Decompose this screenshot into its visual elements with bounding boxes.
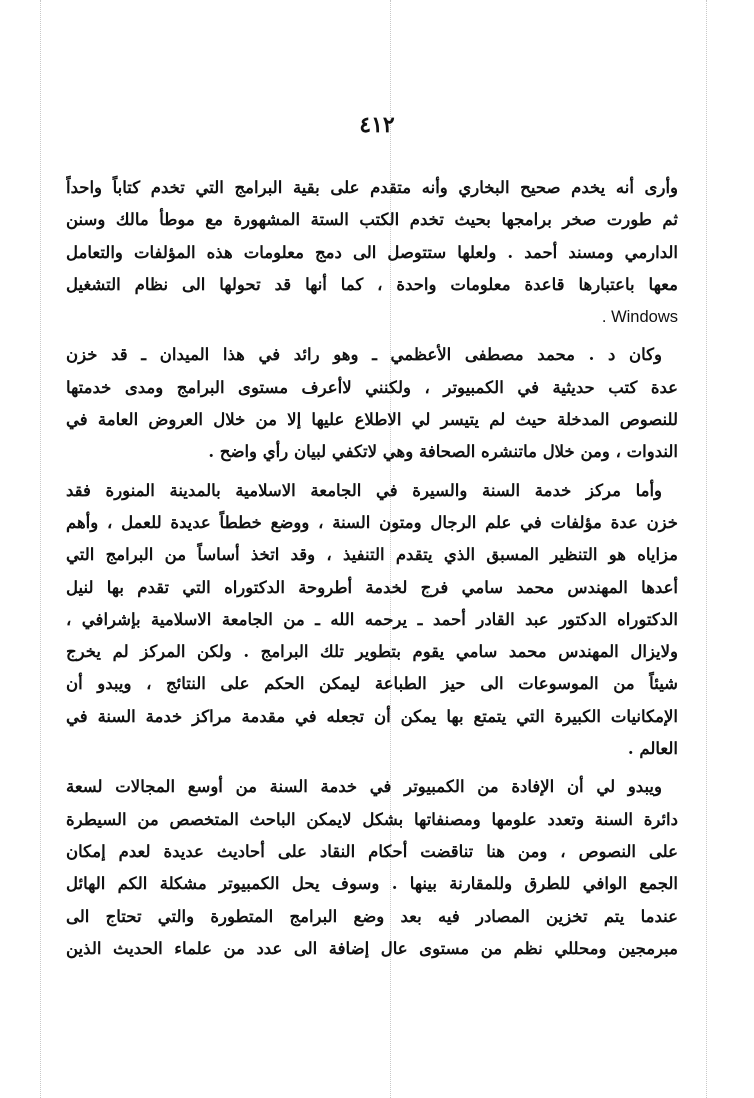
windows-prefix: . [601, 308, 612, 327]
text-line: مزاياه هو التنظير المسبق الذي يتقدم التنفيذ ، وقد اتخذ أساساً من البرامج التي [66, 545, 678, 565]
text-line: أعدها المهندس محمد سامي فرج لخدمة أطروحة الدكتوراه التي تقدم بها لنيل [66, 577, 678, 597]
text-line: وكان د . محمد مصطفى الأعظمي ـ وهو رائد في هذا الميدان ـ قد خزن [66, 345, 662, 365]
text-line: عندما يتم تخزين المصادر فيه بعد وضع البرامج المتطورة والتي تحتاج الى [66, 906, 678, 926]
text-line: دائرة السنة وتعدد علومها ومصنفاتها بشكل لايمكن الباحث المتخصص من السيطرة [66, 809, 678, 829]
text-line [66, 301, 678, 333]
text-line: الإمكانيات الكبيرة التي يتمتع بها يمكن أن تجعله في مقدمة مراكز خدمة السنة في [66, 706, 678, 726]
text-line: الدكتوراه الدكتور عبد القادر أحمد ـ يرحمه الله ـ من الجامعة الاسلامية بإشرافي ، [66, 609, 678, 629]
windows-label: Windows [611, 308, 678, 327]
text-line: وأما مركز خدمة السنة والسيرة في الجامعة الاسلامية بالمدينة المنورة فقد [66, 480, 662, 500]
text-line: العالم . [627, 739, 678, 759]
paragraph-computer-benefit [66, 771, 678, 965]
paragraph-sunnah-center [66, 475, 678, 766]
text-line: معها باعتبارها قاعدة معلومات واحدة ، كما أنها قد تحولها الى نظام التشغيل [66, 274, 678, 294]
text-line: عدة كتب حديثية في الكمبيوتر ، ولكنني لاأعرف مستوى البرامج ومدى خدمتها [66, 377, 678, 397]
text-line: الدارمي ومسند أحمد . ولعلها ستتوصل الى دمج معلومات هذه المؤلفات والتعامل [66, 242, 678, 262]
text-line: الجمع الوافي للطرق وللمقارنة بينها . وسوف يحل الكمبيوتر مشكلة الكم الهائل [66, 874, 678, 894]
text-line: على النصوص ، ومن هنا تناقضت أحكام النقاد على أحاديث عديدة لعدم إمكان [66, 841, 678, 861]
windows-word [602, 308, 678, 326]
body-text [66, 172, 678, 971]
text-line: خزن عدة مؤلفات في علم الرجال ومتون السنة ، ووضع خططاً عديدة للعمل ، وأهم [66, 512, 678, 532]
paragraph-sakhr [66, 172, 678, 333]
text-line: ثم طورت صخر برامجها بحيث تخدم الكتب الستة المشهورة مع موطأ مالك وسنن [66, 210, 678, 230]
text-line: وأرى أنه يخدم صحيح البخاري وأنه متقدم على بقية البرامج التي تخدم كتاباً واحداً [66, 178, 678, 197]
page-number: ٤١٢ [359, 112, 395, 138]
text-line: الندوات ، ومن خلال ماتنشره الصحافة وهي لاتكفي لبيان رأي واضح . [208, 442, 678, 462]
text-line: ولايزال المهندس محمد سامي يقوم بتطوير تلك البرامج . ولكن المركز لم يخرج [66, 642, 678, 662]
text-line: للنصوص المدخلة حيث لم يتيسر لي الاطلاع عليها إلا من خلال العروض العامة في [66, 410, 678, 430]
text-line: ويبدو لي أن الإفادة من الكمبيوتر في خدمة السنة من أوسع المجالات لسعة [66, 777, 662, 797]
paragraph-azami [66, 339, 678, 468]
text-line: مبرمجين ومحللي نظم من مستوى عال إضافة الى عدد من علماء الحديث الذين [66, 938, 678, 958]
margin-guide-left [40, 0, 41, 1098]
margin-guide-right [706, 0, 707, 1098]
text-line: شيئاً من الموسوعات الى حيز الطباعة ليمكن الحكم على النتائج ، ويبدو أن [66, 674, 678, 694]
